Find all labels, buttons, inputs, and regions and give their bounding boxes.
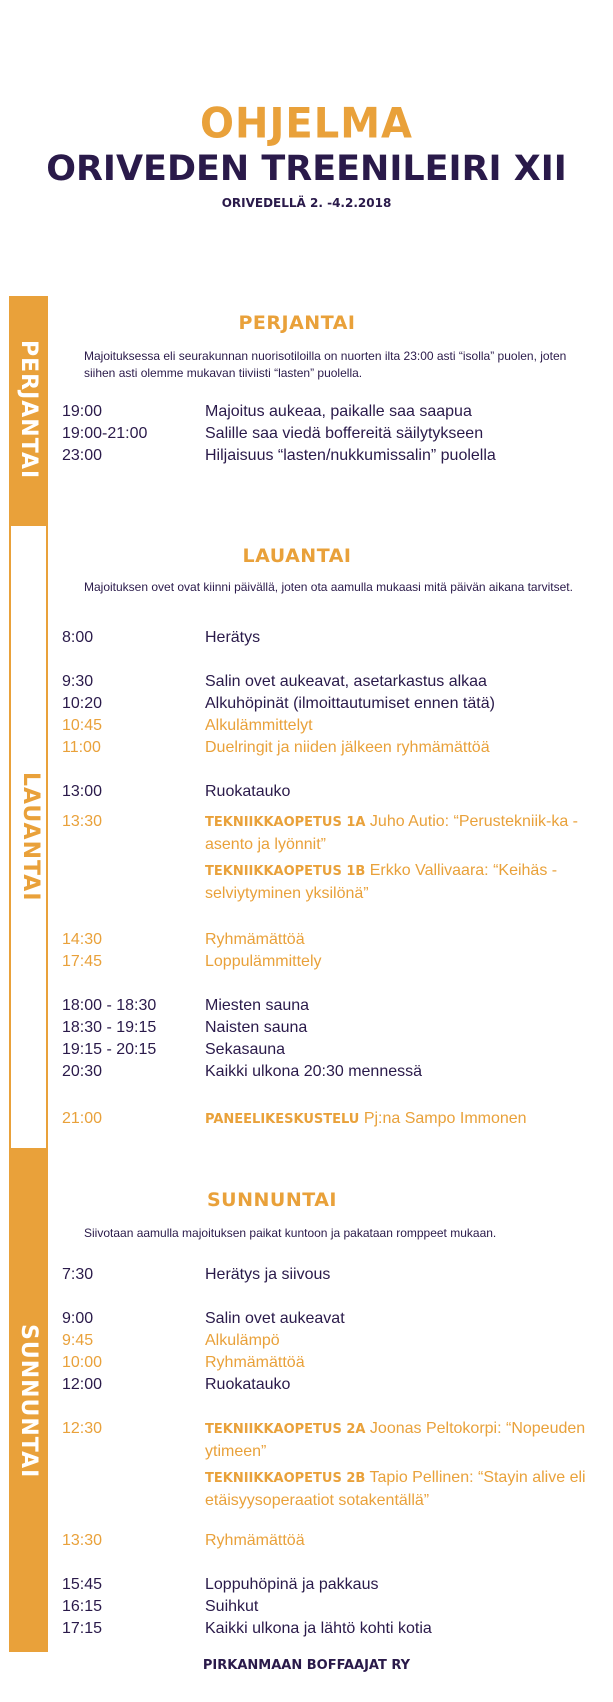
band-saturday	[9, 524, 48, 1150]
row-time: 19:00	[62, 403, 103, 420]
row-desc: Salille saa viedä boffereitä säilytykseen	[205, 425, 484, 442]
sunday-section	[62, 1189, 592, 1242]
row-desc: Herätys	[205, 629, 261, 646]
row-desc: Salin ovet aukeavat	[205, 1310, 345, 1327]
row-desc: Salin ovet aukeavat, asetarkastus alkaa	[205, 673, 487, 690]
row-time: 16:15	[62, 1598, 103, 1615]
row-desc	[205, 1108, 595, 1131]
row-desc: Duelringit ja niiden jälkeen ryhmämättöä	[205, 739, 490, 756]
row-time: 17:15	[62, 1620, 103, 1637]
row-desc: Kaikki ulkona 20:30 mennessä	[205, 1063, 423, 1080]
row-time: 9:45	[62, 1332, 94, 1349]
row-time: 19:00-21:00	[62, 425, 148, 442]
workshop-tag: TEKNIIKKAOPETUS 2B	[205, 1471, 366, 1486]
friday-note: Majoituksessa eli seurakunnan nuorisotiloilla on nuorten ilta 23:00 asti “isolla” puolen, joten siihen asti olemme mukavan tiiviisti “lasten” puolella.	[84, 349, 567, 380]
row-time: 7:30	[62, 1266, 94, 1283]
row-desc: Kaikki ulkona ja lähtö kohti kotia	[205, 1620, 432, 1637]
row-desc: Ruokatauko	[205, 1376, 291, 1393]
saturday-section	[62, 545, 592, 596]
organizer-footer: PIRKANMAAN BOFFAAJAT RY	[202, 1658, 411, 1673]
band-saturday-label: LAUANTAI	[18, 772, 43, 902]
row-time: 13:30	[62, 1532, 103, 1549]
row-time: 12:30	[62, 1420, 103, 1437]
row-desc: Miesten sauna	[205, 997, 310, 1014]
saturday-note: Majoituksen ovet ovat kiinni päivällä, joten ota aamulla mukaasi mitä päivän aikana tarvitset.	[84, 580, 573, 594]
row-time: 20:30	[62, 1063, 103, 1080]
row-time: 8:00	[62, 629, 94, 646]
row-desc: Majoitus aukeaa, paikalle saa saapua	[205, 403, 472, 420]
band-friday-label: PERJANTAI	[16, 340, 41, 480]
row-time: 10:45	[62, 717, 103, 734]
workshop-tag: TEKNIIKKAOPETUS 1B	[205, 864, 366, 879]
row-desc	[205, 811, 595, 905]
row-time: 12:00	[62, 1376, 103, 1393]
band-sunday-label: SUNNUNTAI	[16, 1323, 41, 1479]
row-desc: Suihkut	[205, 1598, 259, 1615]
row-desc: Naisten sauna	[205, 1019, 308, 1036]
row-time: 9:30	[62, 673, 94, 690]
program-kicker: OHJELMA	[200, 99, 413, 149]
row-desc: Loppulämmittely	[205, 953, 322, 970]
row-desc: Alkuhöpinät (ilmoittautumiset ennen tätä)	[205, 695, 495, 712]
row-desc: Ryhmämättöä	[205, 1532, 305, 1549]
row-desc: Ruokatauko	[205, 783, 291, 800]
event-subtitle: ORIVEDELLÄ 2. -4.2.2018	[221, 196, 392, 210]
friday-section	[62, 312, 592, 382]
row-time: 18:30 - 19:15	[62, 1019, 157, 1036]
row-time: 17:45	[62, 953, 103, 970]
workshop-desc: Erkko Vallivaara: “Keihäs - selviytyminen yksilönä”	[205, 862, 558, 902]
workshop-desc: Joonas Peltokorpi: “Nopeuden ytimeen”	[205, 1420, 586, 1460]
row-time: 21:00	[62, 1110, 103, 1127]
row-time: 15:45	[62, 1576, 103, 1593]
row-desc: Ryhmämättöä	[205, 931, 305, 948]
row-time: 10:00	[62, 1354, 103, 1371]
row-time: 13:30	[62, 813, 103, 830]
workshop-tag: TEKNIIKKAOPETUS 1A	[205, 815, 366, 830]
row-time: 23:00	[62, 447, 103, 464]
row-time: 11:00	[62, 739, 101, 756]
row-time: 19:15 - 20:15	[62, 1041, 157, 1058]
band-friday	[9, 296, 48, 524]
row-time: 18:00 - 18:30	[62, 997, 157, 1014]
saturday-title: LAUANTAI	[242, 545, 352, 567]
row-desc: Alkulämmittelyt	[205, 717, 313, 734]
band-sunday	[9, 1150, 48, 1652]
workshop-desc: Juho Autio: “Perustekniik-ka - asento ja lyönnit”	[205, 813, 579, 853]
row-desc: Herätys ja siivous	[205, 1266, 331, 1283]
program-header	[0, 100, 613, 210]
row-desc: Ryhmämättöä	[205, 1354, 305, 1371]
row-desc: Sekasauna	[205, 1041, 286, 1058]
row-time: 9:00	[62, 1310, 94, 1327]
sunday-note: Siivotaan aamulla majoituksen paikat kuntoon ja pakataan romppeet mukaan.	[84, 1226, 497, 1240]
row-desc	[205, 1418, 595, 1512]
row-time: 13:00	[62, 783, 103, 800]
event-title: ORIVEDEN TREENILEIRI XII	[46, 149, 567, 189]
workshop-tag: TEKNIIKKAOPETUS 2A	[205, 1422, 366, 1437]
sunday-title: SUNNUNTAI	[206, 1189, 337, 1211]
row-desc: Hiljaisuus “lasten/nukkumissalin” puolella	[205, 447, 496, 464]
panel-tag: PANEELIKESKUSTELU	[205, 1112, 360, 1127]
workshop-desc: Tapio Pellinen: “Stayin alive eli etäisyysoperaatiot sotakentällä”	[205, 1469, 586, 1509]
row-desc: Loppuhöpinä ja pakkaus	[205, 1576, 379, 1593]
friday-title: PERJANTAI	[238, 312, 356, 334]
row-time: 10:20	[62, 695, 103, 712]
row-time: 14:30	[62, 931, 103, 948]
row-desc: Alkulämpö	[205, 1332, 280, 1349]
panel-desc: Pj:na Sampo Immonen	[359, 1110, 527, 1127]
